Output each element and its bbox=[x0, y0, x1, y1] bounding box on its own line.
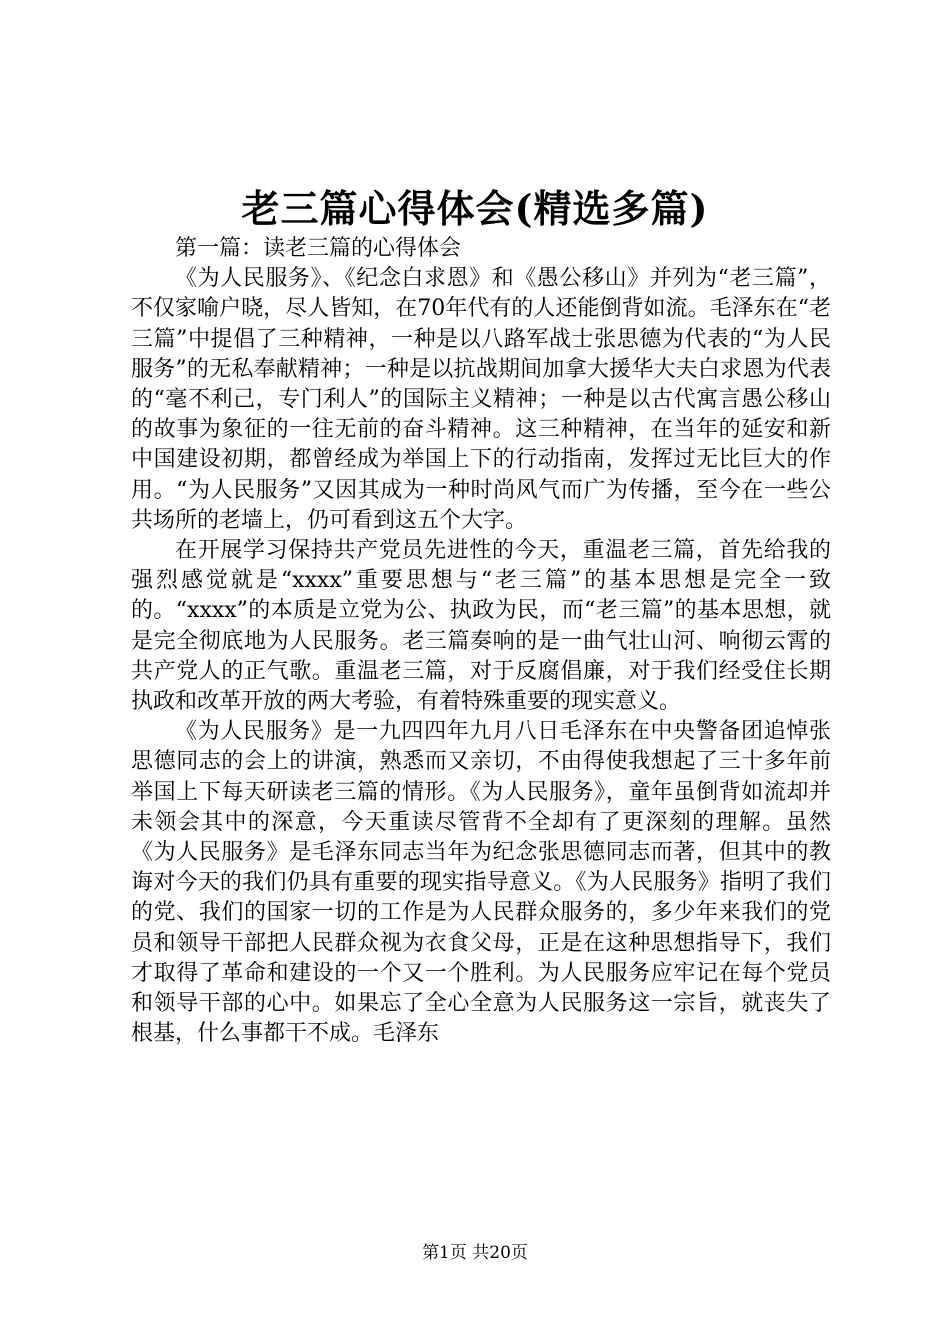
document-title: 老三篇心得体会(精选多篇) bbox=[241, 186, 709, 231]
section-heading: 第一篇：读老三篇的心得体会 bbox=[175, 236, 462, 261]
page-number-footer: 第1页 共20页 bbox=[422, 1243, 528, 1263]
body-paragraph-1: 《为人民服务》、《纪念白求恩》和《愚公移山》并列为“老三篇”，不仅家喻户晓，尽人皆知，在70年代有的人还能倒背如流。毛泽东在“老三篇”中提倡了三种精神，一种是以八路军战士张思德为代表的“为人民服务”的无私奉献精神；一种是以抗战期间加拿大援华大夫白求恩为代表的“毫不利己，专门利人”的国际主义精神；一种是以古代寓言愚公移山的故事为象征的一往无前的奋斗精神。这三种精神，在当年的延安和新中国建设初期，都曾经成为举国上下的行动指南，发挥过无比巨大的作用。“为人民服务”又因其成为一种时尚风气而广为传播，至今在一些公共场所的老墙上，仍可看到这五个大字。 bbox=[131, 266, 831, 533]
body-paragraph-2: 在开展学习保持共产党员先进性的今天，重温老三篇，首先给我的强烈感觉就是“xxxx”重要思想与“老三篇”的基本思想是完全一致的。“xxxx”的本质是立党为公、执政为民，而“老三篇”的基本思想，就是完全彻底地为人民服务。老三篇奏响的是一曲气壮山河、响彻云霄的共产党人的正气歌。重温老三篇，对于反腐倡廉，对于我们经受住长期执政和改革开放的两大考验，有着特殊重要的现实意义。 bbox=[131, 538, 831, 715]
body-paragraph-3: 《为人民服务》是一九四四年九月八日毛泽东在中央警备团追悼张思德同志的会上的讲演，熟悉而又亲切，不由得使我想起了三十多年前举国上下每天研读老三篇的情形。《为人民服务》，童年虽倒背如流却并未领会其中的深意，今天重读尽管背不全却有了更深刻的理解。虽然《为人民服务》是毛泽东同志当年为纪念张思德同志而著，但其中的教诲对今天的我们仍具有重要的现实指导意义。《为人民服务》指明了我们的党、我们的国家一切的工作是为人民群众服务的，多少年来我们的党员和领导干部把人民群众视为衣食父母，正是在这种思想指导下，我们才取得了革命和建设的一个又一个胜利。为人民服务应牢记在每个党员和领导干部的心中。如果忘了全心全意为人民服务这一宗旨，就丧失了根基，什么事都干不成。毛泽东 bbox=[131, 719, 831, 1047]
document-body bbox=[131, 234, 831, 1049]
